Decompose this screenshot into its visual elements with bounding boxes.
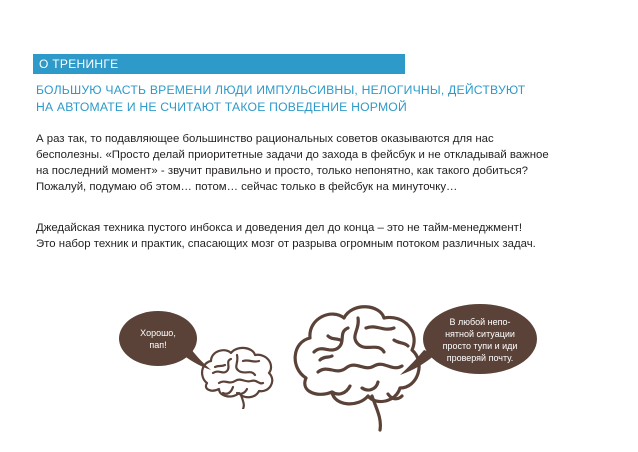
headline-line: НА АВТОМАТЕ И НЕ СЧИТАЮТ ТАКОЕ ПОВЕДЕНИЕ НОРМОЙ	[36, 100, 407, 114]
bubble-line: нятной ситуации	[445, 329, 515, 339]
bubble-line: пап!	[149, 340, 167, 350]
headline-line: БОЛЬШУЮ ЧАСТЬ ВРЕМЕНИ ЛЮДИ ИМПУЛЬСИВНЫ, НЕЛОГИЧНЫ, ДЕЙСТВУЮТ	[36, 83, 526, 97]
bubble-line: просто тупи и иди	[442, 341, 518, 351]
brain-icon	[288, 296, 428, 434]
paragraph-line: А раз так, то подавляющее большинство рациональных советов оказываются для нас	[36, 133, 494, 145]
paragraph-line: бесполезны. «Просто делай приоритетные задачи до захода в фейсбук и не откладывай важное	[36, 149, 549, 161]
bubble-line: Хорошо,	[140, 328, 176, 338]
headline	[36, 82, 596, 116]
bubble-line: В любой непо-	[449, 317, 511, 327]
paragraph-line: Это набор техник и практик, спасающих мозг от разрыва огромным потоком различных задач.	[36, 238, 536, 250]
paragraph-line: Джедайская техника пустого инбокса и доведения дел до конца – это не тайм-менеджмент!	[36, 222, 522, 234]
intro-paragraph	[36, 131, 616, 195]
brain-icon	[197, 343, 277, 409]
paragraph-line: на последний момент» - звучит правильно и просто, только непонятно, как такого добиться?	[36, 165, 529, 177]
speech-bubble-large	[423, 304, 537, 374]
section-title: О ТРЕНИНГЕ	[39, 57, 119, 71]
paragraph-line: Пожалуй, подумаю об этом… потом… сейчас только в фейсбук на минуточку…	[36, 181, 458, 193]
summary-paragraph	[36, 220, 616, 252]
bubble-line: проверяй почту.	[446, 353, 514, 363]
section-header	[33, 54, 405, 74]
